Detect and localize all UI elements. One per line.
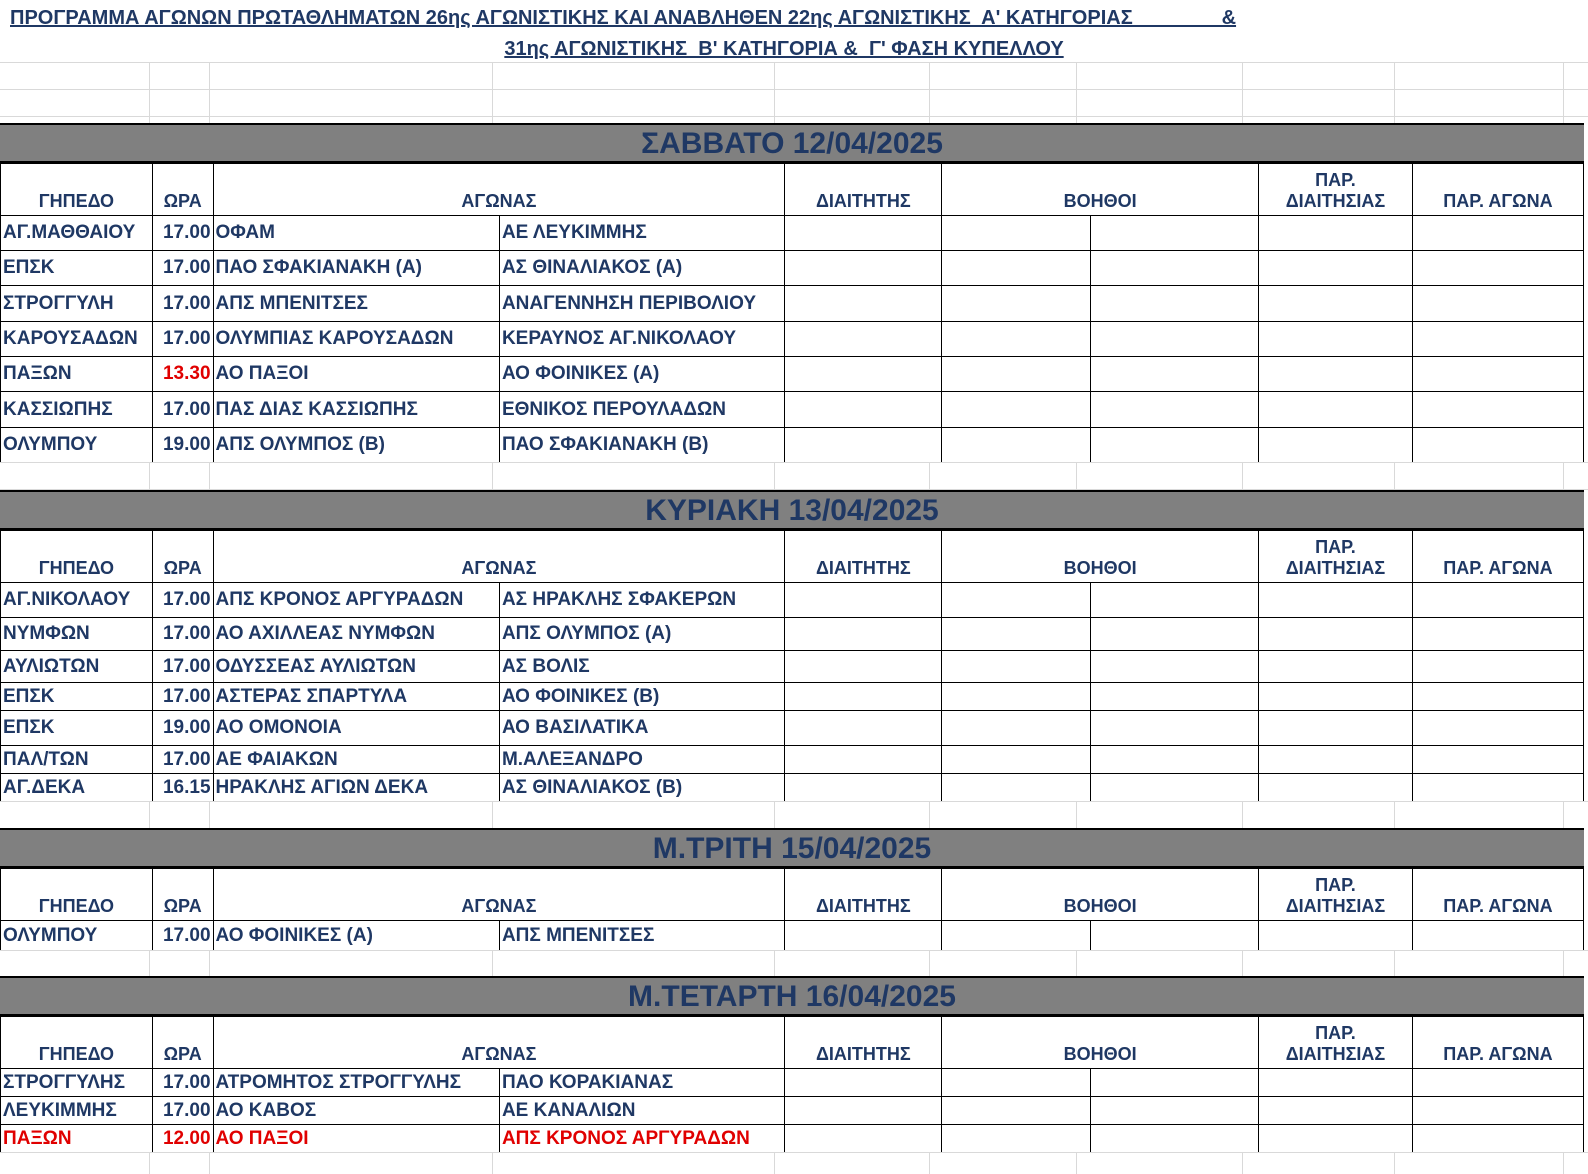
time-cell: 17.00 bbox=[152, 251, 213, 286]
time-cell: 19.00 bbox=[152, 711, 213, 746]
grid-line bbox=[929, 950, 930, 976]
assistant-1-cell[interactable] bbox=[942, 286, 1091, 322]
assistant-2-cell[interactable] bbox=[1091, 583, 1259, 618]
assistant-1-cell[interactable] bbox=[942, 357, 1091, 392]
assistant-2-cell[interactable] bbox=[1091, 618, 1259, 651]
assistant-1-cell[interactable] bbox=[942, 1097, 1091, 1125]
match-row bbox=[1, 428, 1584, 463]
time-cell: 17.00 bbox=[152, 392, 213, 428]
home-team-cell: ΑΟ ΚΑΒΟΣ bbox=[213, 1097, 499, 1125]
referee-cell[interactable] bbox=[785, 1069, 942, 1097]
header-row bbox=[1, 869, 1584, 921]
referee-cell[interactable] bbox=[785, 921, 942, 951]
grid-line bbox=[492, 801, 493, 828]
grid-line bbox=[209, 462, 210, 490]
day-header: ΚΥΡΙΑΚΗ 13/04/2025 bbox=[0, 490, 1584, 530]
assistants-header: ΒΟΗΘΟΙ bbox=[942, 164, 1259, 216]
ref-observer-cell[interactable] bbox=[1259, 921, 1413, 951]
match-row bbox=[1, 1097, 1584, 1125]
time-cell: 16.15 bbox=[152, 774, 213, 802]
ref-observer-cell[interactable] bbox=[1259, 651, 1413, 683]
grid-line bbox=[1076, 1152, 1077, 1174]
match-row bbox=[1, 774, 1584, 802]
match-row bbox=[1, 357, 1584, 392]
match-header: ΑΓΩΝΑΣ bbox=[213, 869, 785, 921]
sheet-grid bbox=[0, 950, 1588, 976]
day-header: Μ.ΤΡΙΤΗ 15/04/2025 bbox=[0, 828, 1584, 868]
ref-observer-cell[interactable] bbox=[1259, 322, 1413, 357]
away-team-cell: ΑΠΣ ΚΡΟΝΟΣ ΑΡΓΥΡΑΔΩΝ bbox=[499, 1125, 784, 1153]
assistant-2-cell[interactable] bbox=[1091, 286, 1259, 322]
venue-cell: ΕΠΣΚ bbox=[1, 251, 153, 286]
header-row bbox=[1, 1017, 1584, 1069]
grid-line bbox=[492, 62, 493, 123]
match-observer-cell[interactable] bbox=[1412, 618, 1583, 651]
grid-line bbox=[1563, 801, 1564, 828]
ref-observer-label-2: ΔΙΑΙΤΗΣΙΑΣ bbox=[1285, 896, 1386, 916]
referee-cell[interactable] bbox=[785, 357, 942, 392]
match-observer-cell[interactable] bbox=[1412, 357, 1583, 392]
assistant-1-cell[interactable] bbox=[942, 921, 1091, 951]
referee-cell[interactable] bbox=[785, 1097, 942, 1125]
match-observer-cell[interactable] bbox=[1412, 286, 1583, 322]
assistant-1-cell[interactable] bbox=[942, 774, 1091, 802]
assistant-2-cell[interactable] bbox=[1091, 1097, 1259, 1125]
grid-line bbox=[209, 801, 210, 828]
home-team-cell: ΑΟ ΟΜΟΝΟΙΑ bbox=[213, 711, 499, 746]
venue-cell: ΕΠΣΚ bbox=[1, 711, 153, 746]
match-observer-cell[interactable] bbox=[1412, 428, 1583, 463]
match-observer-cell[interactable] bbox=[1412, 1069, 1583, 1097]
grid-line bbox=[209, 950, 210, 976]
match-row bbox=[1, 1125, 1584, 1153]
match-observer-cell[interactable] bbox=[1412, 216, 1583, 251]
venue-cell: ΑΓ.ΔΕΚΑ bbox=[1, 774, 153, 802]
away-team-cell: ΚΕΡΑΥΝΟΣ ΑΓ.ΝΙΚΟΛΑΟΥ bbox=[499, 322, 784, 357]
title-line-1: ΠΡΟΓΡΑΜΜΑ ΑΓΩΝΩΝ ΠΡΩΤΑΘΛΗΜΑΤΩΝ 26ης ΑΓΩΝΙΣΤΙΚΗΣ ΚΑΙ ΑΝΑΒΛΗΘΕΝ 22ης ΑΓΩΝΙΣΤΙΚΗΣ Α' ΚΑΤΗΓΟΡΙΑΣ & bbox=[10, 7, 1237, 29]
venue-cell: ΕΠΣΚ bbox=[1, 683, 153, 711]
grid-line bbox=[1563, 62, 1564, 123]
away-team-cell: ΑΕ ΛΕΥΚΙΜΜΗΣ bbox=[499, 216, 784, 251]
away-team-cell: Μ.ΑΛΕΞΑΝΔΡΟ bbox=[499, 746, 784, 774]
ref-observer-label-1: ΠΑΡ. bbox=[1315, 875, 1356, 895]
schedule-table bbox=[0, 1016, 1584, 1153]
assistant-1-cell[interactable] bbox=[942, 618, 1091, 651]
grid-line bbox=[209, 62, 210, 123]
assistant-1-cell[interactable] bbox=[942, 583, 1091, 618]
match-observer-header: ΠΑΡ. ΑΓΩΝΑ bbox=[1412, 869, 1583, 921]
away-team-cell: ΑΣ ΘΙΝΑΛΙΑΚΟΣ (Α) bbox=[499, 251, 784, 286]
time-header: ΩΡΑ bbox=[152, 531, 213, 583]
referee-cell[interactable] bbox=[785, 322, 942, 357]
away-team-cell: ΑΠΣ ΜΠΕΝΙΤΣΕΣ bbox=[499, 921, 784, 951]
time-header: ΩΡΑ bbox=[152, 869, 213, 921]
grid-line bbox=[149, 62, 150, 123]
home-team-cell: ΑΠΣ ΟΛΥΜΠΟΣ (Β) bbox=[213, 428, 499, 463]
venue-header: ΓΗΠΕΔΟ bbox=[1, 869, 153, 921]
away-team-cell: ΕΘΝΙΚΟΣ ΠΕΡΟΥΛΑΔΩΝ bbox=[499, 392, 784, 428]
grid-line bbox=[1394, 462, 1395, 490]
time-cell: 17.00 bbox=[152, 746, 213, 774]
match-row bbox=[1, 921, 1584, 951]
grid-line bbox=[1242, 62, 1243, 123]
match-observer-cell[interactable] bbox=[1412, 251, 1583, 286]
ref-observer-cell[interactable] bbox=[1259, 251, 1413, 286]
grid-line bbox=[0, 1152, 1588, 1153]
grid-line bbox=[1394, 1152, 1395, 1174]
ref-observer-header bbox=[1259, 164, 1413, 216]
away-team-cell: ΑΟ ΦΟΙΝΙΚΕΣ (Α) bbox=[499, 357, 784, 392]
grid-line bbox=[149, 462, 150, 490]
grid-line bbox=[1394, 950, 1395, 976]
assistant-1-cell[interactable] bbox=[942, 683, 1091, 711]
grid-line bbox=[492, 462, 493, 490]
referee-cell[interactable] bbox=[785, 711, 942, 746]
away-team-cell: ΑΟ ΒΑΣΙΛΑΤΙΚΑ bbox=[499, 711, 784, 746]
assistant-2-cell[interactable] bbox=[1091, 683, 1259, 711]
grid-line bbox=[1394, 801, 1395, 828]
grid-line bbox=[0, 89, 1588, 90]
assistant-1-cell[interactable] bbox=[942, 216, 1091, 251]
assistant-2-cell[interactable] bbox=[1091, 1125, 1259, 1153]
grid-line bbox=[1076, 801, 1077, 828]
referee-header: ΔΙΑΙΤΗΤΗΣ bbox=[785, 164, 942, 216]
match-header: ΑΓΩΝΑΣ bbox=[213, 1017, 785, 1069]
grid-line bbox=[1563, 462, 1564, 490]
grid-line bbox=[149, 950, 150, 976]
assistant-1-cell[interactable] bbox=[942, 711, 1091, 746]
grid-line bbox=[1242, 950, 1243, 976]
ref-observer-label-2: ΔΙΑΙΤΗΣΙΑΣ bbox=[1285, 558, 1386, 578]
assistant-1-cell[interactable] bbox=[942, 251, 1091, 286]
schedule-table bbox=[0, 868, 1584, 951]
time-cell: 12.00 bbox=[152, 1125, 213, 1153]
assistant-2-cell[interactable] bbox=[1091, 392, 1259, 428]
time-cell: 17.00 bbox=[152, 286, 213, 322]
home-team-cell: ΑΟ ΑΧΙΛΛΕΑΣ ΝΥΜΦΩΝ bbox=[213, 618, 499, 651]
venue-header: ΓΗΠΕΔΟ bbox=[1, 164, 153, 216]
grid-line bbox=[149, 801, 150, 828]
grid-line bbox=[929, 1152, 930, 1174]
venue-header: ΓΗΠΕΔΟ bbox=[1, 531, 153, 583]
match-row bbox=[1, 651, 1584, 683]
match-observer-header: ΠΑΡ. ΑΓΩΝΑ bbox=[1412, 531, 1583, 583]
grid-line bbox=[0, 116, 1588, 117]
ref-observer-cell[interactable] bbox=[1259, 1097, 1413, 1125]
home-team-cell: ΗΡΑΚΛΗΣ ΑΓΙΩΝ ΔΕΚΑ bbox=[213, 774, 499, 802]
grid-line bbox=[0, 462, 1588, 463]
grid-line bbox=[1394, 62, 1395, 123]
match-row bbox=[1, 216, 1584, 251]
match-header: ΑΓΩΝΑΣ bbox=[213, 531, 785, 583]
away-team-cell: ΑΟ ΦΟΙΝΙΚΕΣ (Β) bbox=[499, 683, 784, 711]
time-header: ΩΡΑ bbox=[152, 164, 213, 216]
venue-cell: ΠΑΛ/ΤΩΝ bbox=[1, 746, 153, 774]
grid-line bbox=[774, 950, 775, 976]
header-row bbox=[1, 164, 1584, 216]
match-row bbox=[1, 711, 1584, 746]
away-team-cell: ΑΝΑΓΕΝΝΗΣΗ ΠΕΡΙΒΟΛΙΟΥ bbox=[499, 286, 784, 322]
venue-cell: ΛΕΥΚΙΜΜΗΣ bbox=[1, 1097, 153, 1125]
grid-line bbox=[774, 801, 775, 828]
grid-line bbox=[1563, 950, 1564, 976]
match-row bbox=[1, 1069, 1584, 1097]
assistant-1-cell[interactable] bbox=[942, 392, 1091, 428]
ref-observer-cell[interactable] bbox=[1259, 774, 1413, 802]
venue-cell: ΚΑΣΣΙΩΠΗΣ bbox=[1, 392, 153, 428]
grid-line bbox=[1076, 462, 1077, 490]
match-observer-cell[interactable] bbox=[1412, 322, 1583, 357]
assistant-1-cell[interactable] bbox=[942, 746, 1091, 774]
home-team-cell: ΑΠΣ ΚΡΟΝΟΣ ΑΡΓΥΡΑΔΩΝ bbox=[213, 583, 499, 618]
assistant-2-cell[interactable] bbox=[1091, 251, 1259, 286]
grid-line bbox=[929, 62, 930, 123]
match-observer-cell[interactable] bbox=[1412, 1097, 1583, 1125]
referee-header: ΔΙΑΙΤΗΤΗΣ bbox=[785, 869, 942, 921]
assistant-2-cell[interactable] bbox=[1091, 651, 1259, 683]
assistant-2-cell[interactable] bbox=[1091, 711, 1259, 746]
venue-cell: ΑΓ.ΜΑΘΘΑΙΟΥ bbox=[1, 216, 153, 251]
referee-cell[interactable] bbox=[785, 251, 942, 286]
ref-observer-cell[interactable] bbox=[1259, 392, 1413, 428]
assistant-2-cell[interactable] bbox=[1091, 357, 1259, 392]
referee-cell[interactable] bbox=[785, 683, 942, 711]
match-row bbox=[1, 683, 1584, 711]
home-team-cell: ΑΟ ΠΑΞΟΙ bbox=[213, 1125, 499, 1153]
venue-cell: ΟΛΥΜΠΟΥ bbox=[1, 428, 153, 463]
day-header: Μ.ΤΕΤΑΡΤΗ 16/04/2025 bbox=[0, 976, 1584, 1016]
match-row bbox=[1, 618, 1584, 651]
schedule-table bbox=[0, 163, 1584, 463]
referee-cell[interactable] bbox=[785, 392, 942, 428]
grid-line bbox=[1242, 462, 1243, 490]
assistant-1-cell[interactable] bbox=[942, 651, 1091, 683]
home-team-cell: ΑΣΤΕΡΑΣ ΣΠΑΡΤΥΛΑ bbox=[213, 683, 499, 711]
match-row bbox=[1, 286, 1584, 322]
time-header: ΩΡΑ bbox=[152, 1017, 213, 1069]
assistants-header: ΒΟΗΘΟΙ bbox=[942, 1017, 1259, 1069]
time-cell: 13.30 bbox=[152, 357, 213, 392]
grid-line bbox=[1076, 62, 1077, 123]
match-observer-cell[interactable] bbox=[1412, 1125, 1583, 1153]
match-row bbox=[1, 322, 1584, 357]
away-team-cell: ΠΑΟ ΚΟΡΑΚΙΑΝΑΣ bbox=[499, 1069, 784, 1097]
time-cell: 17.00 bbox=[152, 1069, 213, 1097]
referee-header: ΔΙΑΙΤΗΤΗΣ bbox=[785, 1017, 942, 1069]
grid-line bbox=[929, 462, 930, 490]
referee-cell[interactable] bbox=[785, 216, 942, 251]
match-row bbox=[1, 746, 1584, 774]
referee-cell[interactable] bbox=[785, 618, 942, 651]
ref-observer-cell[interactable] bbox=[1259, 286, 1413, 322]
ref-observer-label-1: ΠΑΡ. bbox=[1315, 537, 1356, 557]
assistant-2-cell[interactable] bbox=[1091, 921, 1259, 951]
assistant-2-cell[interactable] bbox=[1091, 428, 1259, 463]
away-team-cell: ΑΣ ΘΙΝΑΛΙΑΚΟΣ (Β) bbox=[499, 774, 784, 802]
venue-cell: ΑΥΛΙΩΤΩΝ bbox=[1, 651, 153, 683]
away-team-cell: ΑΕ ΚΑΝΑΛΙΩΝ bbox=[499, 1097, 784, 1125]
grid-line bbox=[774, 462, 775, 490]
time-cell: 17.00 bbox=[152, 216, 213, 251]
home-team-cell: ΑΟ ΦΟΙΝΙΚΕΣ (Α) bbox=[213, 921, 499, 951]
home-team-cell: ΟΦΑΜ bbox=[213, 216, 499, 251]
match-observer-header: ΠΑΡ. ΑΓΩΝΑ bbox=[1412, 164, 1583, 216]
referee-cell[interactable] bbox=[785, 774, 942, 802]
time-cell: 17.00 bbox=[152, 583, 213, 618]
referee-cell[interactable] bbox=[785, 746, 942, 774]
grid-line bbox=[1076, 950, 1077, 976]
venue-cell: ΚΑΡΟΥΣΑΔΩΝ bbox=[1, 322, 153, 357]
referee-header: ΔΙΑΙΤΗΤΗΣ bbox=[785, 531, 942, 583]
ref-observer-cell[interactable] bbox=[1259, 428, 1413, 463]
day-header: ΣΑΒΒΑΤΟ 12/04/2025 bbox=[0, 123, 1584, 163]
assistant-1-cell[interactable] bbox=[942, 1125, 1091, 1153]
match-row bbox=[1, 392, 1584, 428]
referee-cell[interactable] bbox=[785, 286, 942, 322]
ref-observer-header bbox=[1259, 531, 1413, 583]
sheet-grid bbox=[0, 62, 1588, 123]
match-header: ΑΓΩΝΑΣ bbox=[213, 164, 785, 216]
grid-line bbox=[929, 801, 930, 828]
referee-cell[interactable] bbox=[785, 651, 942, 683]
assistants-header: ΒΟΗΘΟΙ bbox=[942, 869, 1259, 921]
ref-observer-label-1: ΠΑΡ. bbox=[1315, 1023, 1356, 1043]
schedule-table bbox=[0, 530, 1584, 802]
time-cell: 17.00 bbox=[152, 683, 213, 711]
match-observer-header: ΠΑΡ. ΑΓΩΝΑ bbox=[1412, 1017, 1583, 1069]
home-team-cell: ΟΔΥΣΣΕΑΣ ΑΥΛΙΩΤΩΝ bbox=[213, 651, 499, 683]
grid-line bbox=[209, 1152, 210, 1174]
away-team-cell: ΑΣ ΒΟΛΙΣ bbox=[499, 651, 784, 683]
grid-line bbox=[492, 950, 493, 976]
time-cell: 19.00 bbox=[152, 428, 213, 463]
grid-line bbox=[1242, 1152, 1243, 1174]
home-team-cell: ΠΑΣ ΔΙΑΣ ΚΑΣΣΙΩΠΗΣ bbox=[213, 392, 499, 428]
ref-observer-cell[interactable] bbox=[1259, 216, 1413, 251]
header-row bbox=[1, 531, 1584, 583]
ref-observer-cell[interactable] bbox=[1259, 711, 1413, 746]
venue-cell: ΟΛΥΜΠΟΥ bbox=[1, 921, 153, 951]
time-cell: 17.00 bbox=[152, 1097, 213, 1125]
referee-cell[interactable] bbox=[785, 428, 942, 463]
venue-cell: ΠΑΞΩΝ bbox=[1, 1125, 153, 1153]
assistant-1-cell[interactable] bbox=[942, 322, 1091, 357]
grid-line bbox=[0, 950, 1588, 951]
ref-observer-cell[interactable] bbox=[1259, 583, 1413, 618]
home-team-cell: ΠΑΟ ΣΦΑΚΙΑΝΑΚΗ (Α) bbox=[213, 251, 499, 286]
ref-observer-cell[interactable] bbox=[1259, 1069, 1413, 1097]
ref-observer-label-1: ΠΑΡ. bbox=[1315, 170, 1356, 190]
ref-observer-header bbox=[1259, 869, 1413, 921]
time-cell: 17.00 bbox=[152, 322, 213, 357]
match-row bbox=[1, 251, 1584, 286]
match-observer-cell[interactable] bbox=[1412, 921, 1583, 951]
match-observer-cell[interactable] bbox=[1412, 583, 1583, 618]
venue-cell: ΝΥΜΦΩΝ bbox=[1, 618, 153, 651]
home-team-cell: ΑΟ ΠΑΞΟΙ bbox=[213, 357, 499, 392]
home-team-cell: ΟΛΥΜΠΙΑΣ ΚΑΡΟΥΣΑΔΩΝ bbox=[213, 322, 499, 357]
match-row bbox=[1, 583, 1584, 618]
ref-observer-cell[interactable] bbox=[1259, 683, 1413, 711]
away-team-cell: ΑΠΣ ΟΛΥΜΠΟΣ (Α) bbox=[499, 618, 784, 651]
ref-observer-label-2: ΔΙΑΙΤΗΣΙΑΣ bbox=[1285, 191, 1386, 211]
time-cell: 17.00 bbox=[152, 921, 213, 951]
grid-line bbox=[1563, 1152, 1564, 1174]
sheet-grid bbox=[0, 462, 1588, 490]
time-cell: 17.00 bbox=[152, 651, 213, 683]
match-observer-cell[interactable] bbox=[1412, 774, 1583, 802]
grid-line bbox=[492, 1152, 493, 1174]
ref-observer-cell[interactable] bbox=[1259, 1125, 1413, 1153]
ref-observer-header bbox=[1259, 1017, 1413, 1069]
away-team-cell: ΑΣ ΗΡΑΚΛΗΣ ΣΦΑΚΕΡΩΝ bbox=[499, 583, 784, 618]
away-team-cell: ΠΑΟ ΣΦΑΚΙΑΝΑΚΗ (Β) bbox=[499, 428, 784, 463]
ref-observer-cell[interactable] bbox=[1259, 746, 1413, 774]
assistant-2-cell[interactable] bbox=[1091, 746, 1259, 774]
match-observer-cell[interactable] bbox=[1412, 683, 1583, 711]
ref-observer-cell[interactable] bbox=[1259, 618, 1413, 651]
venue-cell: ΠΑΞΩΝ bbox=[1, 357, 153, 392]
assistants-header: ΒΟΗΘΟΙ bbox=[942, 531, 1259, 583]
venue-header: ΓΗΠΕΔΟ bbox=[1, 1017, 153, 1069]
grid-line bbox=[0, 801, 1588, 802]
assistant-1-cell[interactable] bbox=[942, 1069, 1091, 1097]
grid-line bbox=[0, 62, 1588, 63]
match-observer-cell[interactable] bbox=[1412, 746, 1583, 774]
ref-observer-cell[interactable] bbox=[1259, 357, 1413, 392]
ref-observer-label-2: ΔΙΑΙΤΗΣΙΑΣ bbox=[1285, 1044, 1386, 1064]
match-observer-cell[interactable] bbox=[1412, 392, 1583, 428]
venue-cell: ΑΓ.ΝΙΚΟΛΑΟΥ bbox=[1, 583, 153, 618]
assistant-2-cell[interactable] bbox=[1091, 216, 1259, 251]
time-cell: 17.00 bbox=[152, 618, 213, 651]
referee-cell[interactable] bbox=[785, 583, 942, 618]
home-team-cell: ΑΤΡΟΜΗΤΟΣ ΣΤΡΟΓΓΥΛΗΣ bbox=[213, 1069, 499, 1097]
sheet-grid bbox=[0, 1152, 1588, 1174]
grid-line bbox=[774, 1152, 775, 1174]
venue-cell: ΣΤΡΟΓΓΥΛΗ bbox=[1, 286, 153, 322]
home-team-cell: ΑΠΣ ΜΠΕΝΙΤΣΕΣ bbox=[213, 286, 499, 322]
assistant-2-cell[interactable] bbox=[1091, 322, 1259, 357]
match-observer-cell[interactable] bbox=[1412, 711, 1583, 746]
grid-line bbox=[1242, 801, 1243, 828]
assistant-1-cell[interactable] bbox=[942, 428, 1091, 463]
title-line-2: 31ης ΑΓΩΝΙΣΤΙΚΗΣ Β' ΚΑΤΗΓΟΡΙΑ & Γ' ΦΑΣΗ ΚΥΠΕΛΛΟΥ bbox=[504, 38, 1064, 60]
match-observer-cell[interactable] bbox=[1412, 651, 1583, 683]
home-team-cell: ΑΕ ΦΑΙΑΚΩΝ bbox=[213, 746, 499, 774]
grid-line bbox=[149, 1152, 150, 1174]
referee-cell[interactable] bbox=[785, 1125, 942, 1153]
grid-line bbox=[774, 62, 775, 123]
assistant-2-cell[interactable] bbox=[1091, 1069, 1259, 1097]
sheet-grid bbox=[0, 801, 1588, 828]
assistant-2-cell[interactable] bbox=[1091, 774, 1259, 802]
venue-cell: ΣΤΡΟΓΓΥΛΗΣ bbox=[1, 1069, 153, 1097]
